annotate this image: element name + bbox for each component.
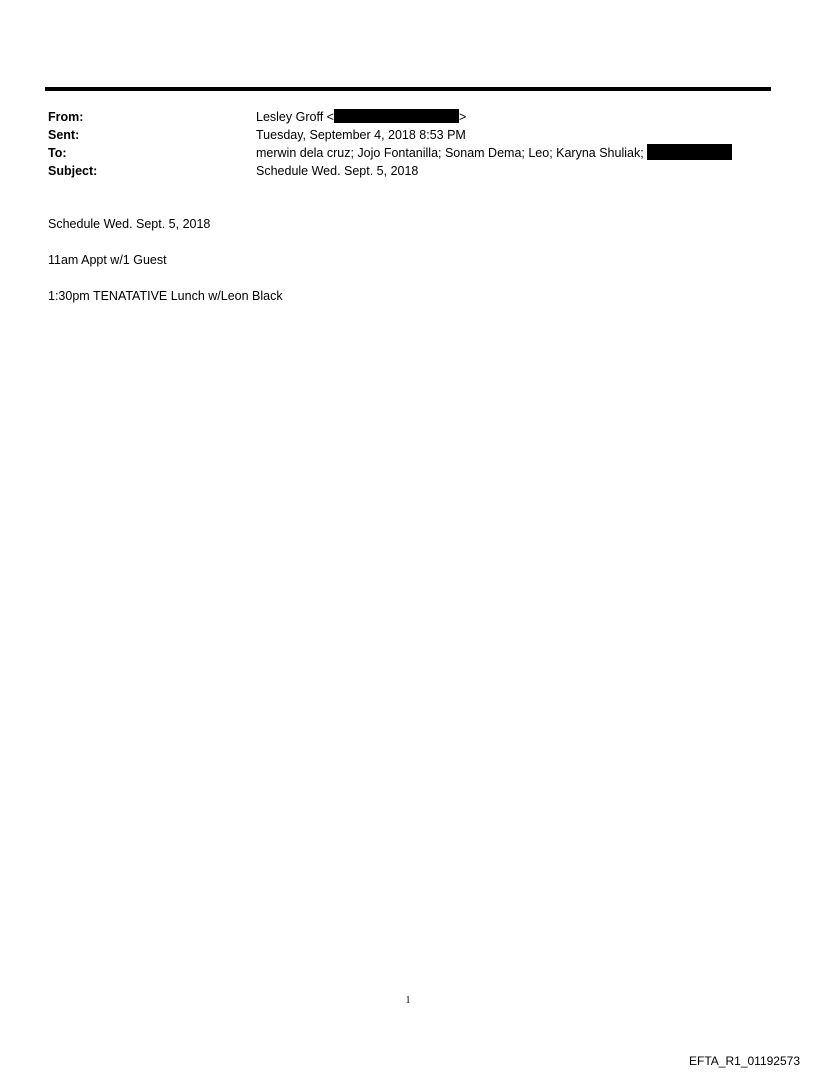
page-number: 1 xyxy=(405,995,411,1006)
recipients-list: merwin dela cruz; Jojo Fontanilla; Sonam Dema; Leo; Karyna Shuliak; xyxy=(256,146,644,160)
sent-label: Sent: xyxy=(48,128,80,142)
subject-value: Schedule Wed. Sept. 5, 2018 xyxy=(256,164,419,178)
body-line-lunch: 1:30pm TENATATIVE Lunch w/Leon Black xyxy=(48,289,283,303)
redacted-recipient-block xyxy=(647,144,732,160)
email-header xyxy=(48,108,768,180)
to-value xyxy=(256,144,768,162)
sender-bracket-close: > xyxy=(458,110,467,124)
to-row xyxy=(48,144,768,162)
sent-row xyxy=(48,126,768,144)
sender-name: Lesley Groff < xyxy=(256,110,334,124)
redacted-email-block xyxy=(334,109,459,123)
sent-value: Tuesday, September 4, 2018 8:53 PM xyxy=(256,128,466,142)
from-label: From: xyxy=(48,110,84,124)
header-divider xyxy=(45,87,771,91)
subject-label: Subject: xyxy=(48,164,98,178)
body-line-schedule-title: Schedule Wed. Sept. 5, 2018 xyxy=(48,217,211,231)
from-value xyxy=(256,108,768,126)
document-id: EFTA_R1_01192573 xyxy=(689,1054,800,1068)
to-label: To: xyxy=(48,146,67,160)
body-line-appointment: 11am Appt w/1 Guest xyxy=(48,253,167,267)
subject-row xyxy=(48,162,768,180)
from-row xyxy=(48,108,768,126)
